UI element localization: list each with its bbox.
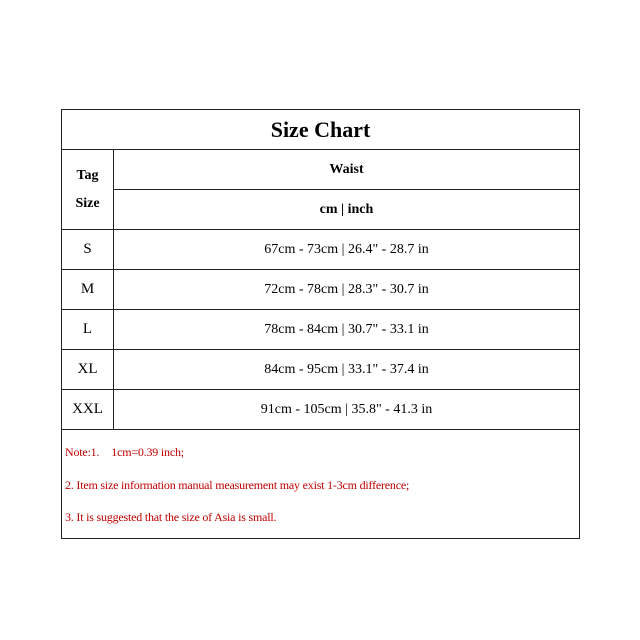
note-2: 2. Item size information manual measurement may exist 1-3cm difference; [65, 478, 410, 492]
chart-title: Size Chart [62, 110, 579, 150]
waist-cell-s: 67cm - 73cm | 26.4" - 28.7 in [114, 230, 579, 270]
tag-size-header [62, 150, 114, 230]
waist-cell-m: 72cm - 78cm | 28.3" - 30.7 in [114, 270, 579, 310]
waist-header: Waist [114, 150, 579, 190]
size-cell-l: L [62, 310, 114, 350]
note-3: 3. It is suggested that the size of Asia is small. [65, 509, 277, 524]
notes-section [62, 430, 579, 538]
size-cell-xxl: XXL [62, 390, 114, 430]
units-header: cm | inch [114, 190, 579, 230]
waist-cell-xl: 84cm - 95cm | 33.1" - 37.4 in [114, 350, 579, 390]
note-1-text: 1cm=0.39 inch; [111, 445, 184, 459]
size-label: Size [75, 195, 100, 211]
note-1-prefix: Note:1. [65, 445, 100, 459]
size-cell-s: S [62, 230, 114, 270]
waist-cell-l: 78cm - 84cm | 30.7" - 33.1 in [114, 310, 579, 350]
size-chart-table [61, 109, 580, 539]
waist-cell-xxl: 91cm - 105cm | 35.8" - 41.3 in [114, 390, 579, 430]
tag-label: Tag [76, 167, 99, 183]
size-grid [62, 150, 579, 430]
note-1 [65, 436, 579, 469]
size-cell-xl: XL [62, 350, 114, 390]
size-cell-m: M [62, 270, 114, 310]
